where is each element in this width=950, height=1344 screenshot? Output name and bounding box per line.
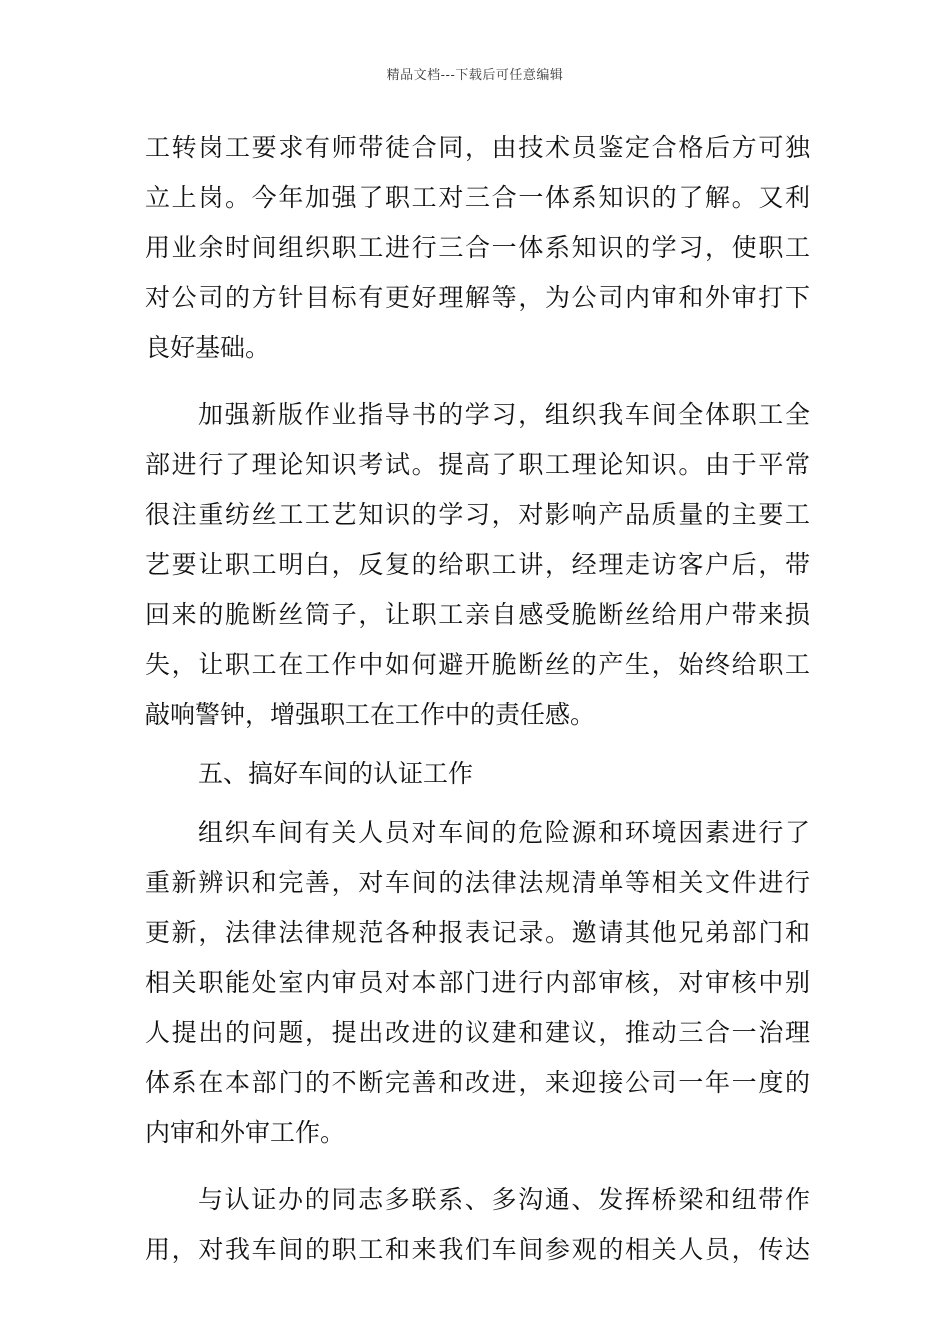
text-line: 人提出的问题，提出改进的议建和建议，推动三合一治理 <box>145 1018 810 1047</box>
section-heading <box>145 749 810 799</box>
paragraph-gap <box>145 799 810 808</box>
text-line: 对公司的方针目标有更好理解等，为公司内审和外审打下 <box>145 283 810 312</box>
text-line: 重新辨识和完善，对车间的法律法规清单等相关文件进行 <box>145 868 810 897</box>
text-line: 用业余时间组织职工进行三合一体系知识的学习，使职工 <box>145 233 810 262</box>
text-line: 组织车间有关人员对车间的危险源和环境因素进行了 <box>198 818 810 847</box>
page-header: 精品文档---下载后可任意编辑 <box>386 68 564 83</box>
text-line: 良好基础。 <box>145 333 271 362</box>
text-line: 用，对我车间的职工和来我们车间参观的相关人员，传达 <box>145 1235 810 1264</box>
paragraph <box>145 808 810 1158</box>
text-line: 与认证办的同志多联系、多沟通、发挥桥梁和纽带作 <box>198 1185 810 1214</box>
text-line: 相关职能处室内审员对本部门进行内部审核，对审核中别 <box>145 968 810 997</box>
paragraph <box>145 1175 810 1275</box>
section-heading-text: 五、搞好车间的认证工作 <box>198 759 474 788</box>
text-line: 体系在本部门的不断完善和改进，来迎接公司一年一度的 <box>145 1068 810 1097</box>
text-line: 加强新版作业指导书的学习，组织我车间全体职工全 <box>198 400 810 429</box>
text-line: 很注重纺丝工工艺知识的学习，对影响产品质量的主要工 <box>145 500 810 529</box>
text-line: 回来的脆断丝筒子，让职工亲自感受脆断丝给用户带来损 <box>145 600 810 629</box>
document-body <box>145 123 810 1275</box>
text-line: 工转岗工要求有师带徒合同，由技术员鉴定合格后方可独 <box>145 133 810 162</box>
text-line: 敲响警钟，增强职工在工作中的责任感。 <box>145 700 596 729</box>
text-line: 更新，法律法律规范各种报表记录。邀请其他兄弟部门和 <box>145 918 810 947</box>
text-line: 艺要让职工明白，反复的给职工讲，经理走访客户后，带 <box>145 550 810 579</box>
text-line: 内审和外审工作。 <box>145 1118 346 1147</box>
paragraph-gap <box>145 740 810 749</box>
text-line: 部进行了理论知识考试。提高了职工理论知识。由于平常 <box>145 450 810 479</box>
paragraph <box>145 123 810 373</box>
paragraph-gap <box>145 373 810 390</box>
paragraph <box>145 390 810 740</box>
text-line: 失，让职工在工作中如何避开脆断丝的产生，始终给职工 <box>145 650 810 679</box>
paragraph-gap <box>145 1158 810 1175</box>
text-line: 立上岗。今年加强了职工对三合一体系知识的了解。又利 <box>145 183 810 212</box>
